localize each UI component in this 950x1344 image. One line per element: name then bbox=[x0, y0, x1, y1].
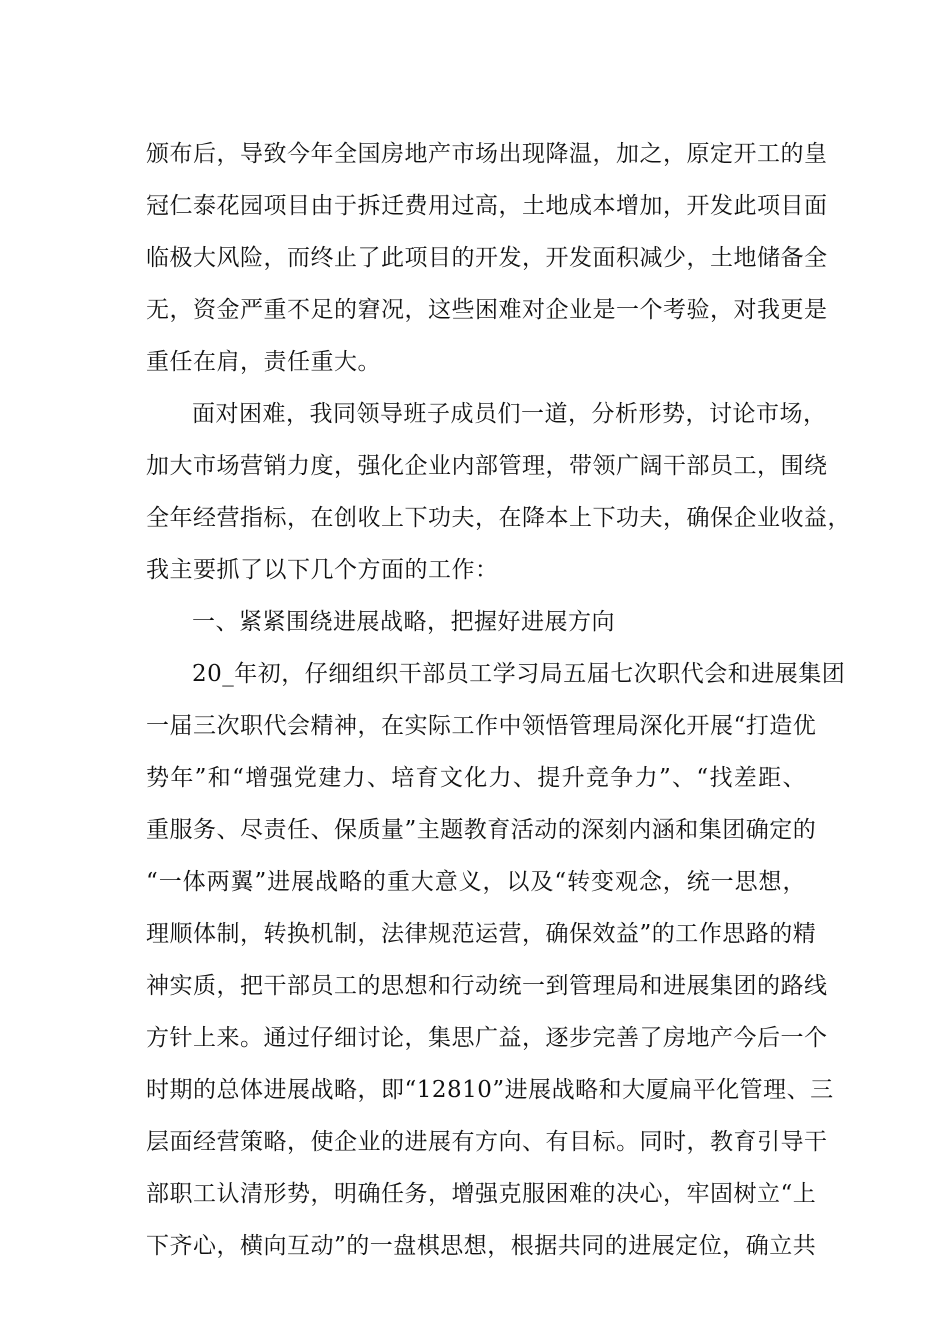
section-heading: 一、紧紧围绕进展战略，把握好进展方向 bbox=[192, 609, 615, 635]
text-line: 冠仁泰花园项目由于拆迁费用过高，土地成本增加，开发此项目面 bbox=[146, 193, 828, 219]
text-line: 重服务、尽责任、保质量”主题教育活动的深刻内涵和集团确定的 bbox=[146, 817, 817, 843]
text-line: 一届三次职代会精神，在实际工作中领悟管理局深化开展“打造优 bbox=[146, 713, 817, 739]
text-line: 下齐心，横向互动”的一盘棋思想，根据共同的进展定位，确立共 bbox=[146, 1233, 817, 1259]
text-line: 临极大风险，而终止了此项目的开发，开发面积减少，土地储备全 bbox=[146, 245, 828, 271]
text-line: 全年经营指标，在创收上下功夫，在降本上下功夫，确保企业收益， bbox=[146, 505, 851, 531]
text-line: 层面经营策略，使企业的进展有方向、有目标。同时，教育引导干 bbox=[146, 1129, 828, 1155]
text-line: 20_年初，仔细组织干部员工学习局五届七次职代会和进展集团 bbox=[192, 661, 846, 687]
text-line: 理顺体制，转换机制，法律规范运营，确保效益”的工作思路的精 bbox=[146, 921, 817, 947]
text-line: 神实质，把干部员工的思想和行动统一到管理局和进展集团的路线 bbox=[146, 973, 828, 999]
text-line: 我主要抓了以下几个方面的工作： bbox=[146, 557, 499, 583]
text-line: 颁布后，导致今年全国房地产市场出现降温，加之，原定开工的皇 bbox=[146, 141, 828, 167]
text-line: 重任在肩，责任重大。 bbox=[146, 349, 381, 375]
document-body bbox=[146, 128, 851, 1272]
text-line: 加大市场营销力度，强化企业内部管理，带领广阔干部员工，围绕 bbox=[146, 453, 828, 479]
text-line: 时期的总体进展战略，即“12810”进展战略和大厦扁平化管理、三 bbox=[146, 1077, 834, 1103]
text-line: 面对困难，我同领导班子成员们一道，分析形势，讨论市场， bbox=[192, 401, 827, 427]
text-line: 部职工认清形势，明确任务，增强克服困难的决心，牢固树立“上 bbox=[146, 1181, 817, 1207]
text-line: “一体两翼”进展战略的重大意义，以及“转变观念，统一思想， bbox=[146, 869, 806, 895]
text-line: 方针上来。通过仔细讨论，集思广益，逐步完善了房地产今后一个 bbox=[146, 1025, 828, 1051]
text-line: 势年”和“增强党建力、培育文化力、提升竞争力”、“找差距、 bbox=[146, 765, 806, 791]
text-line: 无，资金严重不足的窘况，这些困难对企业是一个考验，对我更是 bbox=[146, 297, 828, 323]
